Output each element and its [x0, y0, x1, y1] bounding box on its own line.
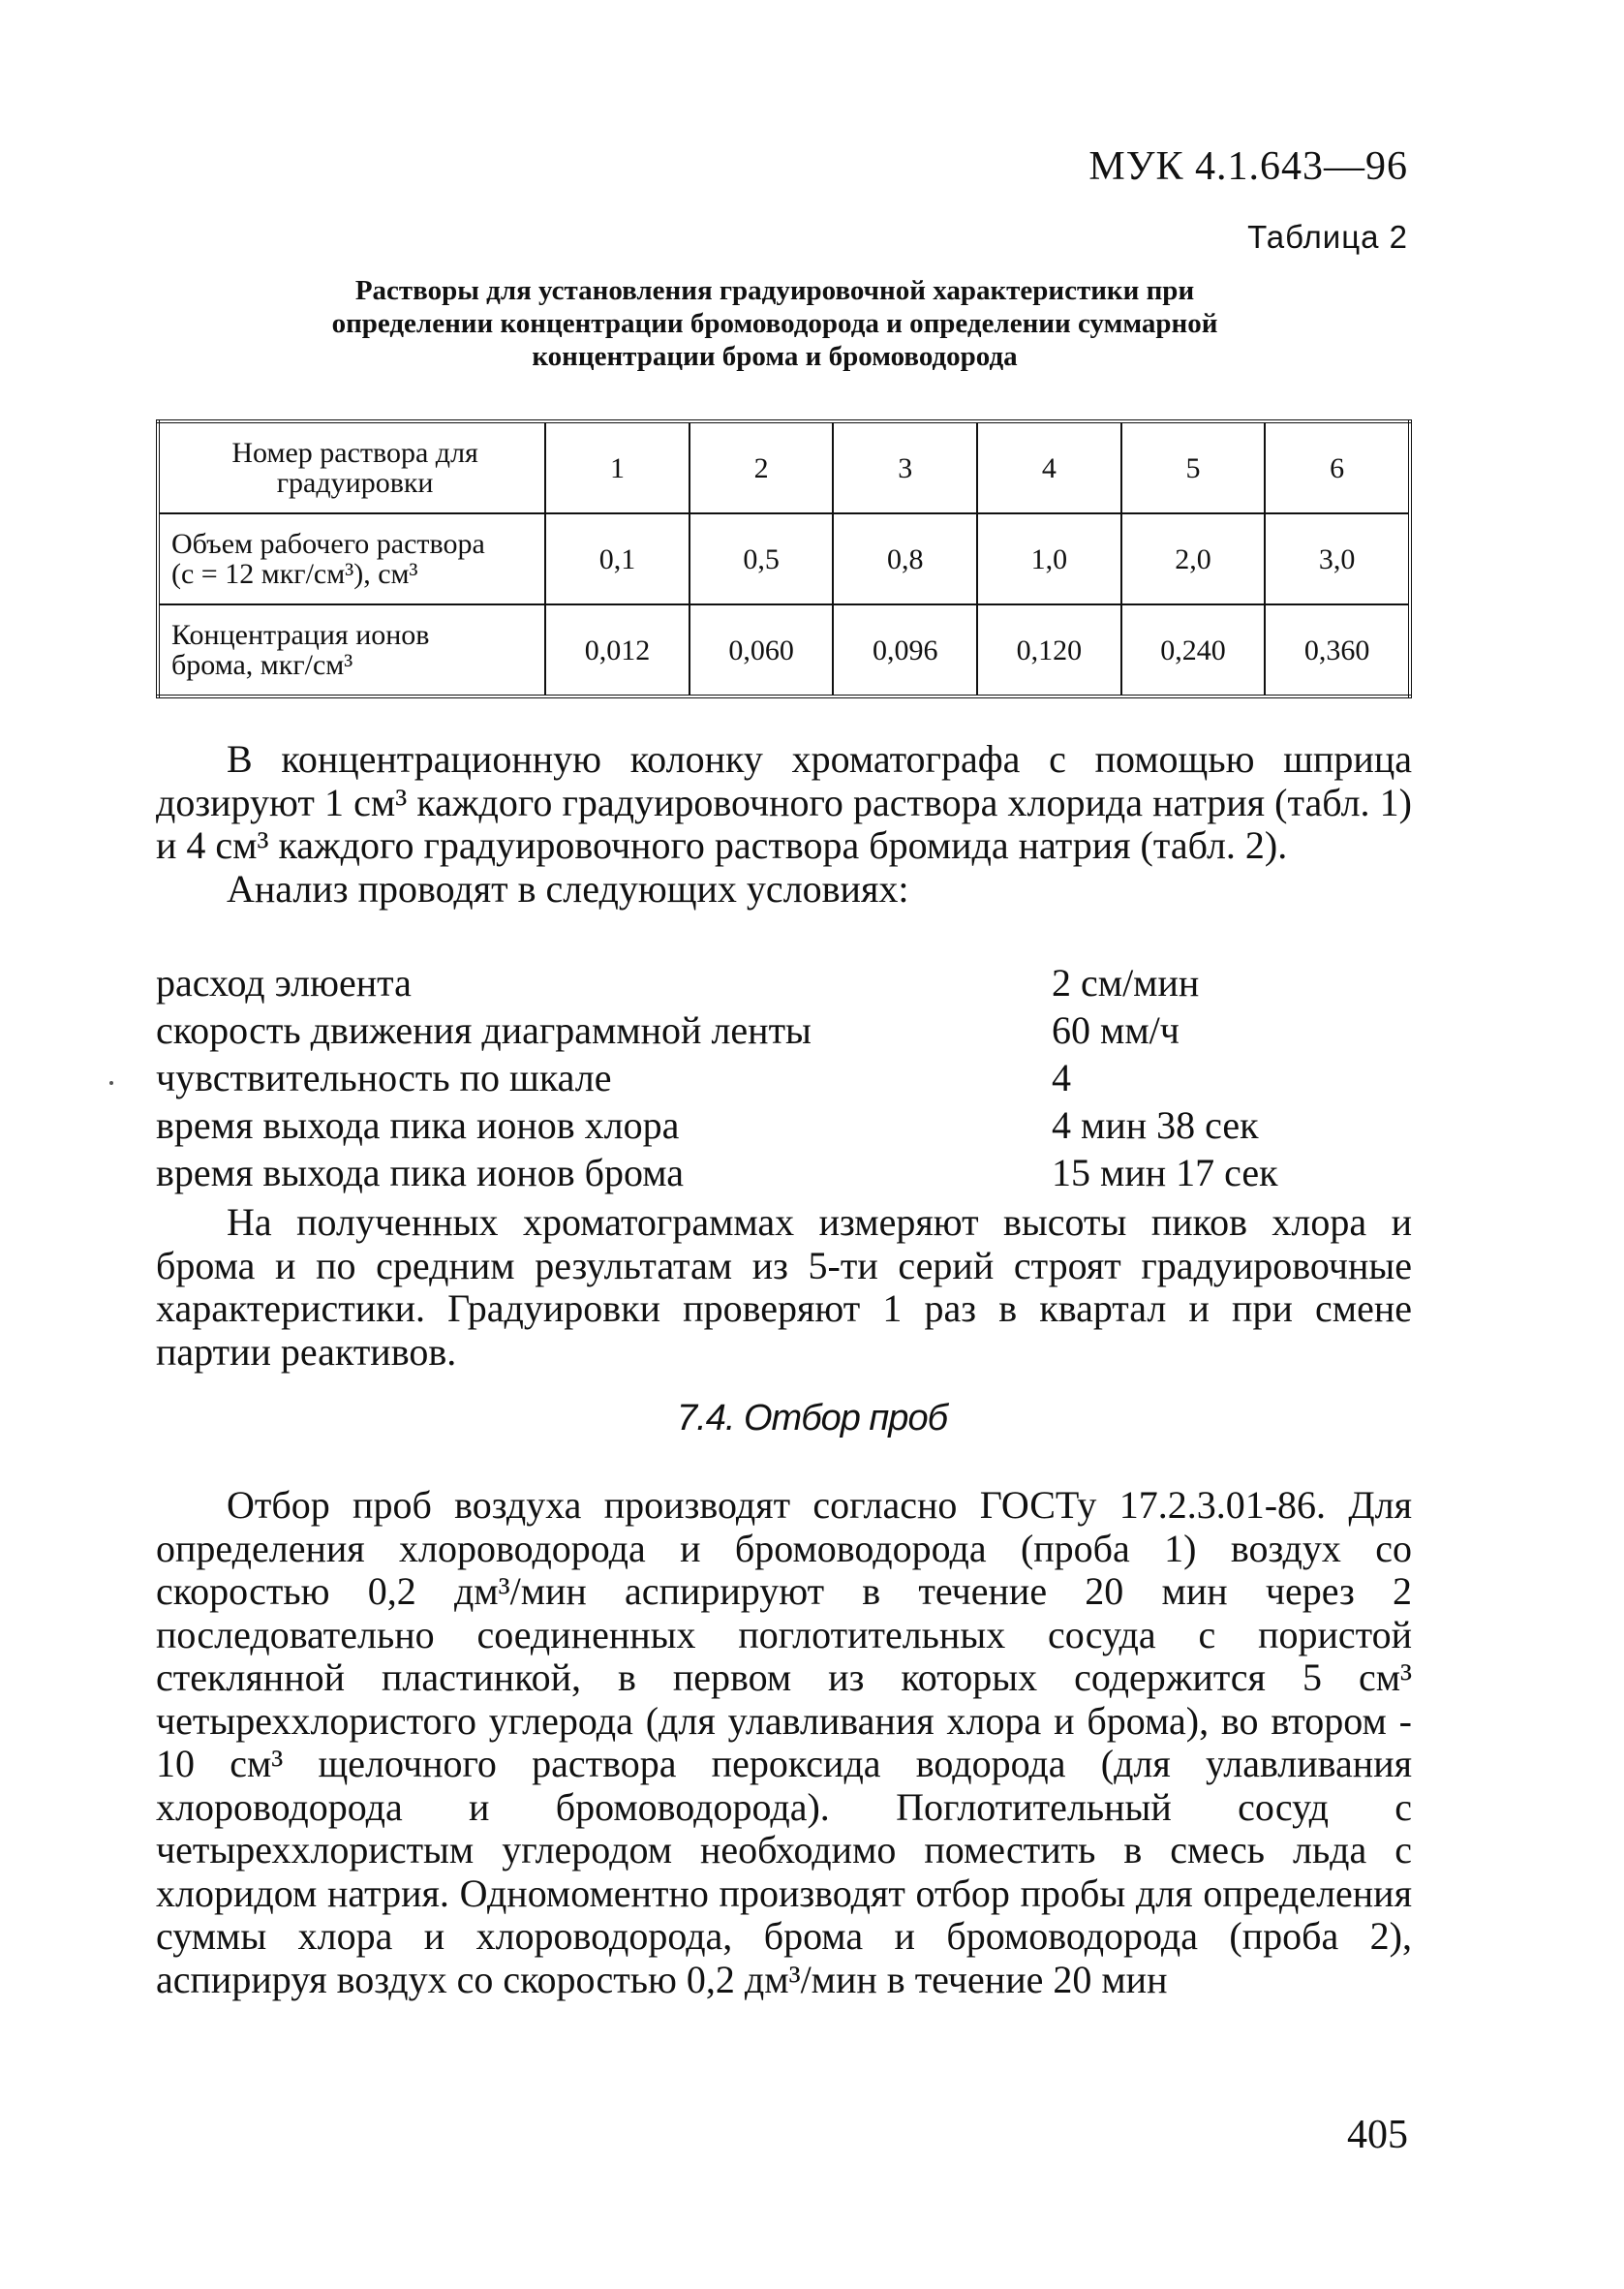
- table-cell: 0,8: [833, 513, 977, 604]
- row-header: [158, 604, 545, 696]
- condition-row: [156, 1149, 1412, 1196]
- condition-name: время выхода пика ионов брома: [156, 1151, 685, 1194]
- analysis-conditions: [156, 959, 1412, 1196]
- row-header-line: (с = 12 мкг/см³), см³: [171, 558, 418, 590]
- table-cell: 3,0: [1265, 513, 1410, 604]
- scan-speck: [109, 1081, 113, 1085]
- table-cell: 0,012: [545, 604, 689, 696]
- condition-row: [156, 1006, 1412, 1054]
- document-code: МУК 4.1.643—96: [1088, 144, 1408, 189]
- table-cell: 0,240: [1121, 604, 1266, 696]
- condition-value: 2 см/мин: [1052, 961, 1200, 1005]
- row-header: [158, 421, 545, 513]
- table-cell: 2,0: [1121, 513, 1266, 604]
- condition-row: [156, 959, 1412, 1006]
- table-label: Таблица 2: [1247, 219, 1408, 255]
- row-header-line: градуировки: [276, 467, 434, 499]
- condition-value: 15 мин 17 сек: [1052, 1151, 1278, 1194]
- condition-name: чувствительность по шкале: [156, 1056, 612, 1099]
- table-cell: 3: [833, 421, 977, 513]
- table-cell: 0,096: [833, 604, 977, 696]
- calibration-table: [156, 419, 1412, 698]
- table-cell: 1: [545, 421, 689, 513]
- condition-value: 60 мм/ч: [1052, 1008, 1180, 1052]
- row-header-line: Объем рабочего раствора: [171, 528, 485, 560]
- paragraph-block-1: [156, 738, 1412, 911]
- paragraph: Отбор проб воздуха производят согласно ГОСТу 17.2.3.01-86. Для определения хлороводорода и бромоводорода (проба 1) воздух со скоростью 0,2 дм³/мин аспирируют в течение 20 мин через 2 последовательно соединенных поглотительных сосуда с пористой стеклянной пластинкой, в первом из которых содержится 5 см³ четыреххлористого углерода (для улавливания хлора и брома), во втором - 10 см³ щелочного раствора пероксида водорода (для улавливания хлороводорода и бромоводорода). Поглотительный сосуд с четыреххлористым углеродом необходимо поместить в смесь льда с хлоридом натрия. Одномоментно производят отбор пробы для определения суммы хлора и хлороводорода, брома и бромоводорода (проба 2), аспирируя воздух со скоростью 0,2 дм³/мин в течение 20 мин: [156, 1483, 1412, 2001]
- condition-row: [156, 1054, 1412, 1101]
- row-header-line: Номер раствора для: [231, 437, 478, 469]
- table-row-solution-number: [158, 421, 1410, 513]
- table-row-concentration: [158, 604, 1410, 696]
- table-cell: 0,120: [977, 604, 1121, 696]
- paragraph: На полученных хроматограммах измеряют высоты пиков хлора и брома и по средним результатам из 5-ти серий строят градуировочные характеристики. Градуировки проверяют 1 раз в квартал и при смене партии реактивов.: [156, 1200, 1412, 1374]
- table-caption: [194, 274, 1356, 373]
- section-title: 7.4. Отбор проб: [677, 1398, 947, 1438]
- table-caption-line: определении концентрации бромоводорода и определении суммарной: [331, 308, 1218, 339]
- table-caption-line: Растворы для установления градуировочной характеристики при: [354, 275, 1195, 306]
- table-caption-line: концентрации брома и бромоводорода: [532, 341, 1018, 372]
- row-header-line: брома, мкг/см³: [171, 649, 353, 681]
- table-row-volume: [158, 513, 1410, 604]
- condition-name: расход элюента: [156, 961, 412, 1005]
- condition-value: 4: [1052, 1056, 1071, 1099]
- paragraph-block-3: [156, 1484, 1412, 2001]
- table-cell: 4: [977, 421, 1121, 513]
- table-cell: 0,360: [1265, 604, 1410, 696]
- condition-name: время выхода пика ионов хлора: [156, 1103, 680, 1147]
- table-cell: 0,060: [689, 604, 834, 696]
- paragraph: Анализ проводят в следующих условиях:: [227, 866, 909, 911]
- table-cell: 2: [689, 421, 834, 513]
- page-number: 405: [1347, 2113, 1408, 2157]
- condition-name: скорость движения диаграммной ленты: [156, 1008, 812, 1052]
- table-cell: 0,5: [689, 513, 834, 604]
- paragraph-block-2: [156, 1201, 1412, 1374]
- table-cell: 5: [1121, 421, 1266, 513]
- table-cell: 1,0: [977, 513, 1121, 604]
- table-cell: 6: [1265, 421, 1410, 513]
- table-cell: 0,1: [545, 513, 689, 604]
- paragraph: В концентрационную колонку хроматографа с помощью шприца дозируют 1 см³ каждого градуировочного раствора хлорида натрия (табл. 1) и 4 см³ каждого градуировочного раствора бромида натрия (табл. 2).: [156, 737, 1412, 867]
- row-header-line: Концентрация ионов: [171, 619, 430, 651]
- condition-value: 4 мин 38 сек: [1052, 1103, 1259, 1147]
- row-header: [158, 513, 545, 604]
- condition-row: [156, 1101, 1412, 1149]
